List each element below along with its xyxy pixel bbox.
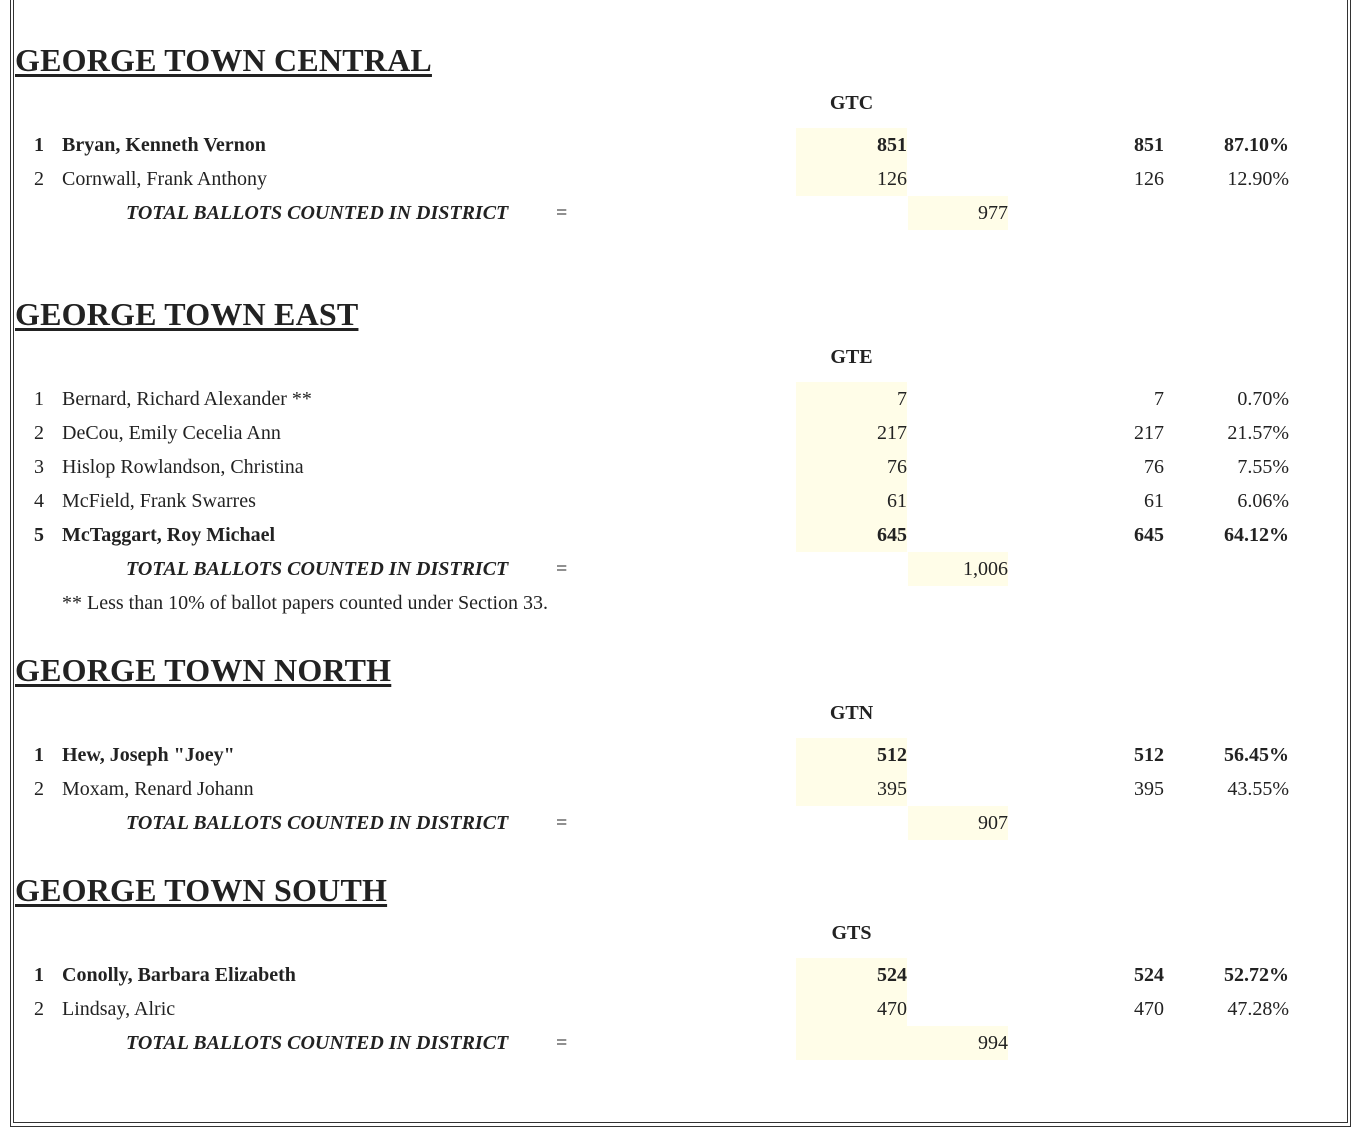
candidate-name: Bryan, Kenneth Vernon <box>62 134 266 156</box>
total-label: TOTAL BALLOTS COUNTED IN DISTRICT <box>126 1032 509 1054</box>
candidate-total-votes: 470 <box>1134 998 1164 1020</box>
district-heading: GEORGE TOWN SOUTH <box>15 872 388 908</box>
total-equals: = <box>556 812 568 834</box>
candidate-total-votes: 524 <box>1134 964 1164 986</box>
candidate-name: McField, Frank Swarres <box>62 490 256 512</box>
candidate-number: 2 <box>34 168 44 190</box>
candidate-votes: 645 <box>796 518 907 552</box>
district-heading: GEORGE TOWN CENTRAL <box>15 42 432 78</box>
total-row <box>0 196 1366 230</box>
candidate-votes: 512 <box>796 738 907 772</box>
total-label: TOTAL BALLOTS COUNTED IN DISTRICT <box>126 812 509 834</box>
candidate-total-votes: 217 <box>1134 422 1164 444</box>
candidate-votes: 7 <box>796 382 907 416</box>
candidate-votes: 126 <box>796 162 907 196</box>
total-ballots: 977 <box>908 196 1008 230</box>
district-code: GTS <box>831 922 872 944</box>
total-ballots: 907 <box>908 806 1008 840</box>
candidate-row <box>0 416 1366 450</box>
candidate-row <box>0 382 1366 416</box>
candidate-name: Cornwall, Frank Anthony <box>62 168 267 190</box>
district-heading: GEORGE TOWN EAST <box>15 296 359 332</box>
total-row <box>0 552 1366 586</box>
candidate-total-votes: 645 <box>1134 524 1164 546</box>
candidate-votes: 217 <box>796 416 907 450</box>
district-heading: GEORGE TOWN NORTH <box>15 652 392 688</box>
candidate-name: Conolly, Barbara Elizabeth <box>62 964 296 986</box>
candidate-percentage: 21.57% <box>1227 422 1289 444</box>
total-row <box>0 1026 1366 1060</box>
candidate-percentage: 7.55% <box>1237 456 1289 478</box>
candidate-votes: 61 <box>796 484 907 518</box>
candidate-name: DeCou, Emily Cecelia Ann <box>62 422 281 444</box>
total-ballots: 994 <box>908 1026 1008 1060</box>
candidate-percentage: 12.90% <box>1227 168 1289 190</box>
candidate-number: 1 <box>34 134 44 156</box>
candidate-votes: 851 <box>796 128 907 162</box>
candidate-total-votes: 7 <box>1154 388 1164 410</box>
candidate-row <box>0 128 1366 162</box>
district-code: GTE <box>830 346 873 368</box>
candidate-row <box>0 738 1366 772</box>
candidate-number: 2 <box>34 778 44 800</box>
candidate-name: Moxam, Renard Johann <box>62 778 254 800</box>
candidate-total-votes: 61 <box>1144 490 1164 512</box>
candidate-name: Hew, Joseph "Joey" <box>62 744 235 766</box>
candidate-votes: 395 <box>796 772 907 806</box>
candidate-number: 2 <box>34 422 44 444</box>
candidate-name: Lindsay, Alric <box>62 998 176 1020</box>
candidate-number: 2 <box>34 998 44 1020</box>
candidate-number: 3 <box>34 456 44 478</box>
candidate-total-votes: 76 <box>1144 456 1164 478</box>
total-equals: = <box>556 202 568 224</box>
candidate-name: Hislop Rowlandson, Christina <box>62 456 304 478</box>
candidate-percentage: 0.70% <box>1237 388 1289 410</box>
candidate-percentage: 6.06% <box>1237 490 1289 512</box>
candidate-percentage: 52.72% <box>1224 964 1289 986</box>
candidate-number: 1 <box>34 744 44 766</box>
candidate-name: McTaggart, Roy Michael <box>62 524 276 546</box>
candidate-row <box>0 450 1366 484</box>
candidate-total-votes: 126 <box>1134 168 1164 190</box>
candidate-percentage: 43.55% <box>1227 778 1289 800</box>
total-equals: = <box>556 558 568 580</box>
candidate-number: 5 <box>34 524 44 546</box>
candidate-row <box>0 518 1366 552</box>
candidate-row <box>0 162 1366 196</box>
footnote: ** Less than 10% of ballot papers counted under Section 33. <box>62 592 548 614</box>
candidate-row <box>0 484 1366 518</box>
candidate-percentage: 87.10% <box>1224 134 1289 156</box>
candidate-row <box>0 958 1366 992</box>
candidate-name: Bernard, Richard Alexander ** <box>62 388 312 410</box>
total-highlight <box>796 1026 908 1060</box>
candidate-row <box>0 992 1366 1026</box>
total-label: TOTAL BALLOTS COUNTED IN DISTRICT <box>126 558 509 580</box>
total-row <box>0 806 1366 840</box>
candidate-votes: 524 <box>796 958 907 992</box>
candidate-votes: 76 <box>796 450 907 484</box>
candidate-percentage: 56.45% <box>1224 744 1289 766</box>
candidate-number: 1 <box>34 964 44 986</box>
total-ballots: 1,006 <box>908 552 1008 586</box>
candidate-votes: 470 <box>796 992 907 1026</box>
district-code: GTC <box>829 92 874 114</box>
candidate-number: 4 <box>34 490 44 512</box>
candidate-number: 1 <box>34 388 44 410</box>
candidate-percentage: 64.12% <box>1224 524 1289 546</box>
district-code: GTN <box>829 702 874 724</box>
candidate-total-votes: 851 <box>1134 134 1164 156</box>
candidate-row <box>0 772 1366 806</box>
candidate-percentage: 47.28% <box>1227 998 1289 1020</box>
candidate-total-votes: 512 <box>1134 744 1164 766</box>
total-label: TOTAL BALLOTS COUNTED IN DISTRICT <box>126 202 509 224</box>
candidate-total-votes: 395 <box>1134 778 1164 800</box>
total-equals: = <box>556 1032 568 1054</box>
